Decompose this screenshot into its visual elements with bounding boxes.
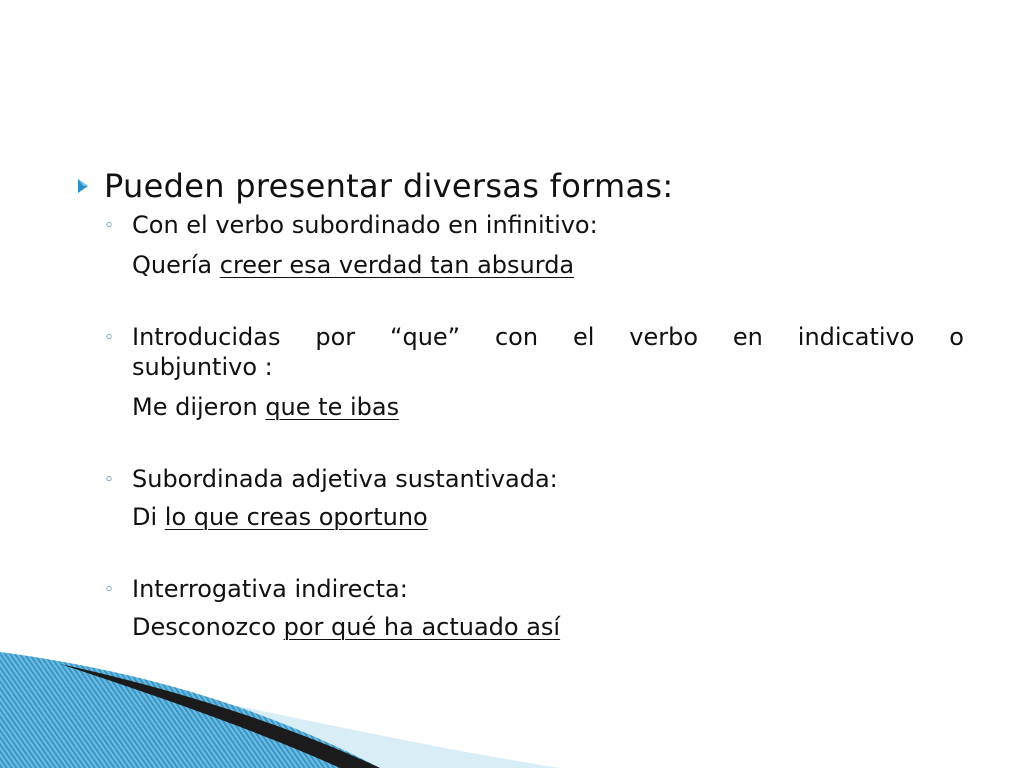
item-label-line1: Introducidas por “que” con el verbo en indicativo o [132, 323, 964, 351]
example-sentence [132, 250, 574, 280]
main-bullet [74, 166, 673, 206]
example-prefix: Me dijeron [132, 393, 266, 421]
list-item [104, 464, 964, 496]
circle-bullet-icon: ◦ [104, 328, 115, 348]
example-sentence [132, 502, 428, 532]
example-prefix: Desconozco [132, 613, 284, 641]
example-underlined: que te ibas [265, 393, 400, 421]
item-label: Interrogativa indirecta: [132, 575, 408, 603]
example-underlined: creer esa verdad tan absurda [219, 251, 575, 279]
circle-bullet-icon: ◦ [104, 580, 115, 600]
item-label-line2: subjuntivo : [132, 353, 273, 381]
example-sentence [132, 392, 399, 422]
example-prefix: Di [132, 503, 165, 531]
circle-bullet-icon: ◦ [104, 216, 115, 236]
circle-bullet-icon: ◦ [104, 470, 115, 490]
list-item [104, 322, 964, 386]
item-label: Subordinada adjetiva sustantivada: [132, 465, 558, 493]
example-prefix: Quería [132, 251, 220, 279]
list-item [104, 210, 964, 242]
example-sentence [132, 612, 560, 642]
example-underlined: lo que creas oportuno [164, 503, 428, 531]
example-underlined: por qué ha actuado así [283, 613, 561, 641]
heading: Pueden presentar diversas formas: [104, 167, 674, 205]
item-label: Con el verbo subordinado en infinitivo: [132, 211, 598, 239]
list-item [104, 574, 964, 606]
triangle-arrow-icon [74, 174, 92, 198]
